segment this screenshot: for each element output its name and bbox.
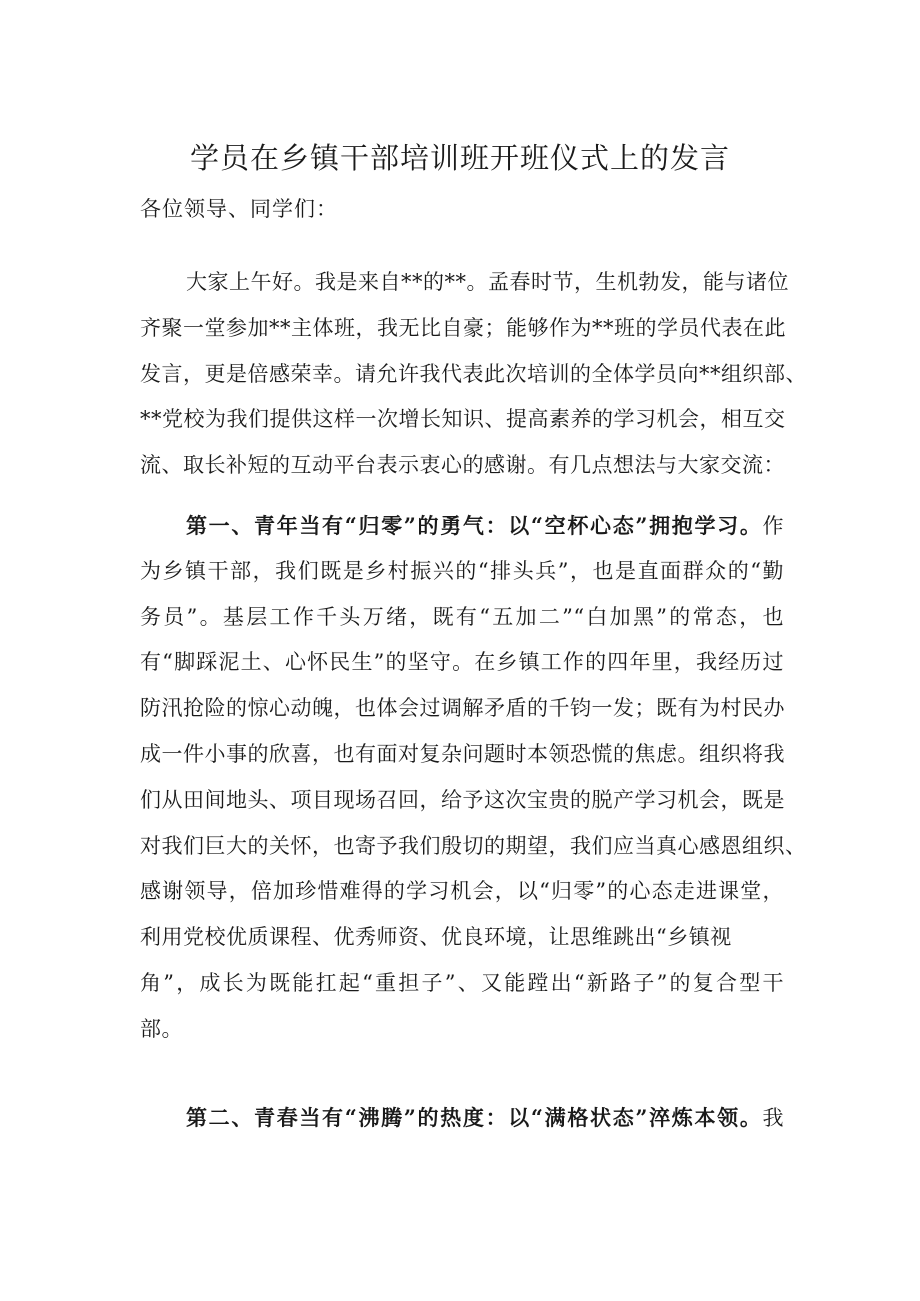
text-line: **党校为我们提供这样一次增长知识、提高素养的学习机会，相互交: [140, 407, 786, 432]
text-line: 务员”。基层工作千头万绪，既有“五加二”“白加黑”的常态，也: [140, 604, 784, 629]
text-fragment: 作: [762, 514, 784, 538]
document-title: 学员在乡镇干部培训班开班仪式上的发言: [189, 141, 730, 175]
text-line: 为乡镇干部，我们既是乡村振兴的“排头兵”，也是直面群众的“勤: [140, 558, 784, 583]
point-two-heading: 第二、青春当有“沸腾”的热度：以“满格状态”淬炼本领。: [186, 1105, 763, 1130]
point-one-heading: 第一、青年当有“归零”的勇气：以“空杯心态”拥抱学习。: [186, 513, 763, 538]
text-line: 发言，更是倍感荣幸。请允许我代表此次培训的全体学员向**组织部、: [140, 361, 807, 386]
paragraph-point-one: [140, 503, 807, 1053]
text-line: 对我们巨大的关怀，也寄予我们殷切的期望，我们应当真心感恩组织、: [140, 833, 807, 858]
text-line: 成一件小事的欣喜，也有面对复杂问题时本领恐慌的焦虑。组织将我: [140, 741, 785, 766]
text-line: 有“脚踩泥土、心怀民生”的坚守。在乡镇工作的四年里，我经历过: [140, 650, 784, 675]
text-line: 齐聚一堂参加**主体班，我无比自豪；能够作为**班的学员代表在此: [140, 315, 786, 340]
text-line: 流、取长补短的互动平台表示衷心的感谢。有几点想法与大家交流：: [140, 453, 785, 478]
paragraph-point-two: [140, 1095, 784, 1141]
text-line: 角”，成长为既能扛起“重担子”、又能蹚出“新路子”的复合型干: [140, 970, 784, 995]
text-line: 感谢领导，倍加珍惜难得的学习机会，以“归零”的心态走进课堂，: [140, 879, 784, 904]
paragraph-greeting: [140, 260, 807, 489]
text-fragment: 我: [762, 1106, 784, 1130]
text-line: 们从田间地头、项目现场召回，给予这次宝贵的脱产学习机会，既是: [140, 787, 785, 812]
text-line: 利用党校优质课程、优秀师资、优良环境，让思维跳出“乡镇视: [140, 925, 732, 950]
salutation: 各位领导、同学们：: [140, 197, 338, 221]
text-line: 大家上午好。我是来自**的**。孟春时节，生机勃发，能与诸位: [186, 270, 789, 294]
text-line: 防汛抢险的惊心动魄，也体会过调解矛盾的千钧一发；既有为村民办: [140, 696, 785, 721]
text-line: 部。: [140, 1016, 183, 1041]
text-line: [140, 1095, 784, 1141]
text-line: [140, 503, 784, 549]
